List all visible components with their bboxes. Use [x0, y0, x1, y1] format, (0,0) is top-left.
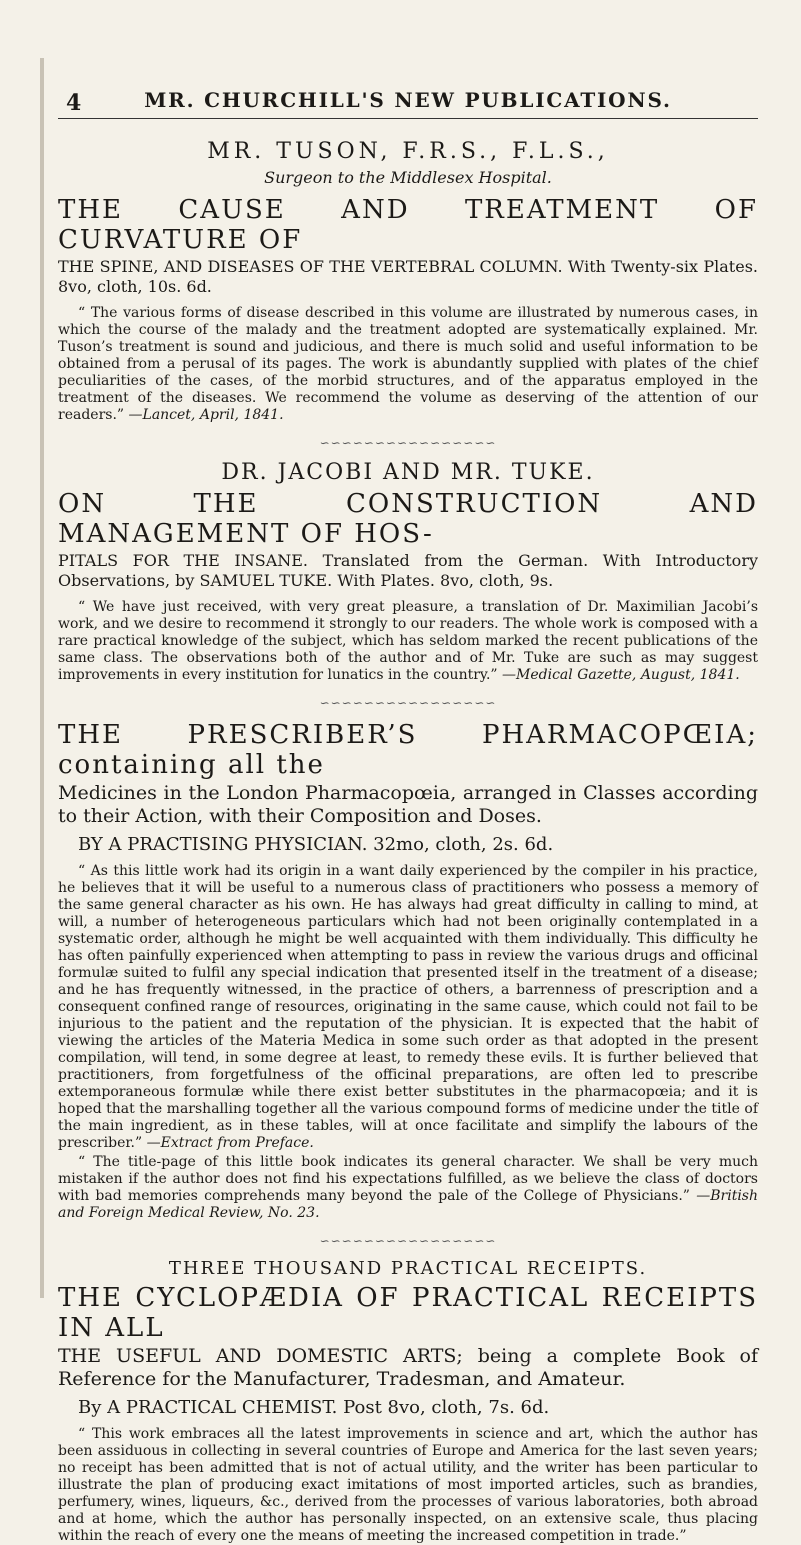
entry-author: MR. TUSON, F.R.S., F.L.S.,	[207, 139, 609, 164]
entry-tuson	[58, 139, 758, 424]
ornamental-divider: ∽∽∽∽∽∽∽∽∽∽∽∽∽∽∽∽	[319, 436, 497, 450]
entry-review	[58, 863, 758, 1152]
entry-author: DR. JACOBI AND MR. TUKE.	[221, 460, 595, 485]
book-page	[58, 66, 758, 1544]
entry-title-lead: THE PRESCRIBER’S PHARMACOPŒIA; containing all the	[58, 720, 758, 780]
entry-jacobi-tuke	[58, 460, 758, 684]
page-number: 4	[66, 90, 82, 116]
entry-byline: BY A PRACTISING PHYSICIAN. 32mo, cloth, 2s. 6d.	[78, 834, 554, 855]
entry-title-lead: THE CYCLOPÆDIA OF PRACTICAL RECEIPTS IN ALL	[58, 1283, 758, 1343]
entry-byline: By A PRACTICAL CHEMIST. Post 8vo, cloth, 7s. 6d.	[78, 1397, 550, 1418]
review-text: “ This work embraces all the latest improvements in science and art, which the author has been assiduous in collecting in several countries of Europe and America for the last seven years; no receipt has been admitted that is not of actual utility, and the writer has been particular to illustrate the plan of producing exact imitations of most imported articles, such as brandies, perfumery, wines, liqueurs, &c., derived from the processes of various laboratories, both abroad and at home, which the author has personally inspected, on an extensive scale, thus placing within the reach of every one the means of meeting the increased competition in trade.”	[58, 1426, 758, 1544]
entry-title-rest: THE SPINE, AND DISEASES OF THE VERTEBRAL COLUMN. With Twenty-six Plates. 8vo, cloth, 10s. 6d.	[58, 257, 758, 296]
entry-title-lead: ON THE CONSTRUCTION AND MANAGEMENT OF HOS-	[58, 489, 758, 549]
page-edge-shadow	[40, 58, 44, 1298]
entry-title-rest: PITALS FOR THE INSANE. Translated from the German. With Introductory Observations, by SAMUEL TUKE. With Plates. 8vo, cloth, 9s.	[58, 551, 758, 590]
entry-cyclopaedia	[58, 1258, 758, 1545]
entry-title-rest: THE USEFUL AND DOMESTIC ARTS; being a complete Book of Reference for the Manufacturer, Tradesman, and Amateur.	[58, 1345, 758, 1390]
ornamental-divider: ∽∽∽∽∽∽∽∽∽∽∽∽∽∽∽∽	[319, 1234, 497, 1248]
entry-review	[58, 599, 758, 684]
entry-review	[58, 305, 758, 424]
entry-title-lead: THE CAUSE AND TREATMENT OF CURVATURE OF	[58, 195, 758, 255]
review-text: “ The title-page of this little book indicates its general character. We shall be very much mistaken if the author does not find his expectations fulfilled, as we believe the class of doctors with bad memories comprehends many beyond the pale of the College of Physicians.”	[58, 1154, 758, 1204]
review-text: “ We have just received, with very great pleasure, a translation of Dr. Maximilian Jacobi’s work, and we desire to recommend it strongly to our readers. The whole work is composed with a rare practical knowledge of the subject, which has seldom marked the recent publications of the same class. The observations both of the author and of Mr. Tuke are such as may suggest improvements in every institution for lunatics in the country.”	[58, 599, 758, 683]
entry-review-second	[58, 1154, 758, 1222]
review-source: —Medical Gazette, August, 1841.	[502, 667, 740, 683]
entry-heading: THREE THOUSAND PRACTICAL RECEIPTS.	[168, 1258, 648, 1279]
review-source: —Extract from Preface.	[146, 1135, 314, 1151]
running-title: MR. CHURCHILL'S NEW PUBLICATIONS.	[144, 88, 672, 112]
entry-review	[58, 1426, 758, 1545]
page-header	[58, 66, 758, 119]
review-source: —British and Foreign Medical Review, No. 23.	[58, 1188, 758, 1221]
entry-title-rest: Medicines in the London Pharmacopœia, arranged in Classes according to their Action, with their Composition and Doses.	[58, 782, 758, 827]
review-text: “ As this little work had its origin in a want daily experienced by the compiler in his practice, he believes that it will be useful to a numerous class of practitioners who possess a memory of the same general character as his own. He has always had great difficulty in calling to mind, at will, a number of heterogeneous particulars which had not been originally contemplated in a systematic order, although he might be well acquainted with them individually. This difficulty he has often painfully experienced when attempting to pass in review the various drugs and officinal formulæ suited to fulfil any special indication that presented itself in the treatment of a disease; and he has frequently witnessed, in the practice of others, a barrenness of prescription and a consequent confined range of resources, originating in the same cause, which could not fail to be injurious to the patient and the reputation of the physician. It is expected that the habit of viewing the articles of the Materia Medica in some such order as that adopted in the present compilation, will tend, in some degree at least, to remedy these evils. It is further believed that practitioners, from forgetfulness of the officinal preparations, are often led to prescribe extemporaneous formulæ while there exist better substitutes in the pharmacopœia; and it is hoped that the marshalling together all the various compound forms of medicine under the title of the main ingredient, as in these tables, will at once facilitate and simplify the labours of the prescriber.”	[58, 863, 758, 1151]
ornamental-divider: ∽∽∽∽∽∽∽∽∽∽∽∽∽∽∽∽	[319, 696, 497, 710]
review-source: —Lancet, April, 1841.	[128, 407, 284, 423]
page-content	[58, 119, 758, 1545]
review-text: “ The various forms of disease described in this volume are illustrated by numerous cases, in which the course of the malady and the treatment adopted are systematically explained. Mr. Tuson’s treatment is sound and judicious, and there is much solid and useful information to be obtained from a perusal of its pages. The work is abundantly supplied with plates of the chief peculiarities of the cases, of the morbid structures, and of the apparatus employed in the treatment of the diseases. We recommend the volume as deserving of the attention of our readers.”	[58, 305, 758, 423]
entry-pharmacopoeia	[58, 720, 758, 1222]
entry-role: Surgeon to the Middlesex Hospital.	[264, 168, 552, 187]
